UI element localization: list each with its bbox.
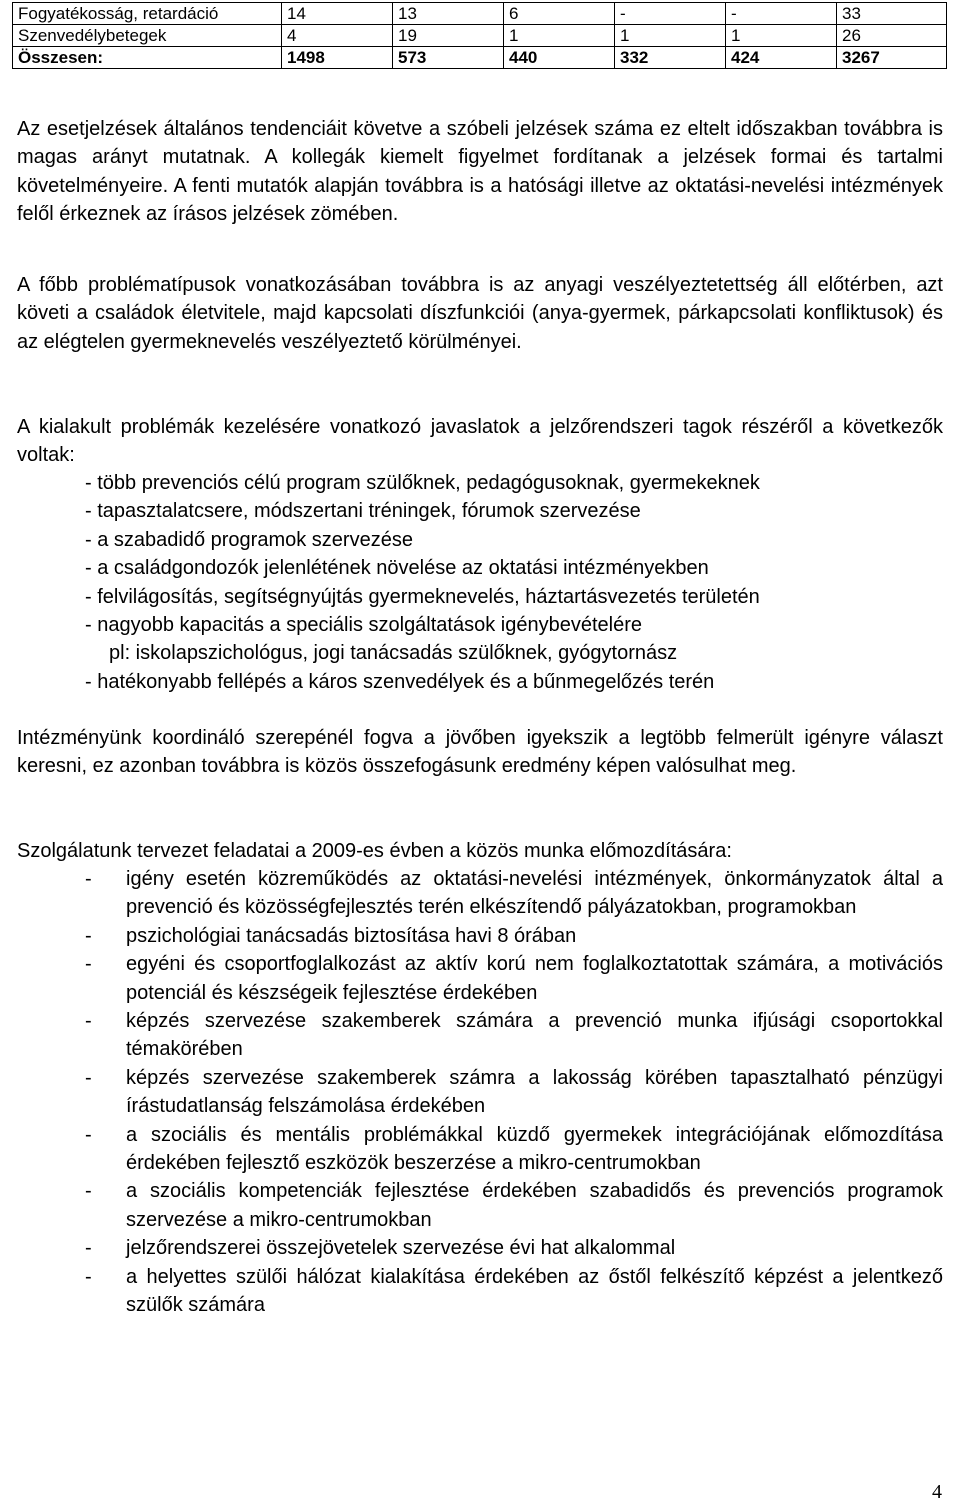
statistics-table xyxy=(12,2,947,69)
dash-marker: - xyxy=(85,1010,92,1033)
list-item: - több prevenciós célú program szülőknek, pedagógusoknak, gyermekeknek xyxy=(85,472,760,494)
table-cell: 26 xyxy=(837,25,947,47)
paragraph-signal-trends: Az esetjelzések általános tendenciáit követve a szóbeli jelzések száma ez eltelt időszakban továbbra is magas arányt mutatnak. A kollegák kiemelt figyelmet fordítanak a jelzések formai és tartalmi követelményeire. A fenti mutatók alapján továbbra is a hatósági illetve az oktatási-nevelési intézmények felől érkeznek az írásos jelzések zömében. xyxy=(17,118,943,226)
paragraph-proposals-intro: A kialakult problémák kezelésére vonatkozó javaslatok a jelzőrendszeri tagok részéről a következők voltak: xyxy=(17,416,943,467)
list-item-text: a szociális és mentális problémákkal küzdő gyermekek integrációjának előmozdítása érdekében fejlesztő eszközök beszerzése a mikro-centrumokban xyxy=(126,1123,943,1175)
table-cell: 440 xyxy=(504,47,615,69)
plan-list xyxy=(85,865,943,1320)
table-cell: - xyxy=(726,3,837,25)
dash-marker: - xyxy=(85,1066,92,1089)
table-cell: - xyxy=(615,3,726,25)
row-label: Fogyatékosság, retardáció xyxy=(13,3,282,25)
table-cell: 1498 xyxy=(282,47,393,69)
table-cell: 424 xyxy=(726,47,837,69)
list-item xyxy=(85,1121,943,1178)
table-cell: 19 xyxy=(393,25,504,47)
dash-marker: - xyxy=(85,868,92,890)
dash-marker: - xyxy=(85,953,92,976)
paragraph-problem-types: A főbb problématípusok vonatkozásában továbbra is az anyagi veszélyeztetettség áll előtérben, azt követi a családok életvitele, majd kapcsolati díszfunkciói (anya-gyermek, párkapcsolati konfliktusok) és az elégtelen gyermeknevelés veszélyeztető körülményei. xyxy=(17,274,943,353)
list-item: - nagyobb kapacitás a speciális szolgáltatások igénybevételére xyxy=(85,614,643,637)
table-row xyxy=(13,3,947,25)
list-item xyxy=(85,1177,943,1234)
list-item xyxy=(85,950,943,1007)
row-label: Szenvedélybetegek xyxy=(13,25,282,47)
list-item: - a szabadidő programok szervezése xyxy=(85,528,413,551)
proposals-list xyxy=(85,469,945,696)
table-total-row xyxy=(13,47,947,69)
list-item xyxy=(85,1064,943,1121)
list-item-text: a szociális kompetenciák fejlesztése érdekében szabadidős és prevenciós programok szervezése a mikro-centrumokban xyxy=(126,1180,943,1231)
list-item-text: pszichológiai tanácsadás biztosítása havi 8 órában xyxy=(126,924,577,947)
list-item-text: jelzőrendszerei összejövetelek szervezése évi hat alkalommal xyxy=(126,1237,676,1260)
list-item xyxy=(85,1234,943,1262)
page-number: 4 xyxy=(932,1481,942,1503)
list-item-text: képzés szervezése szakemberek számára a prevenció munka ifjúsági csoportokkal témakörében xyxy=(126,1010,943,1061)
table-cell: 33 xyxy=(837,3,947,25)
dash-marker: - xyxy=(85,924,92,947)
list-item: pl: iskolapszichológus, jogi tanácsadás szülőknek, gyógytornász xyxy=(109,642,678,665)
table-cell: 4 xyxy=(282,25,393,47)
table-cell: 573 xyxy=(393,47,504,69)
list-item xyxy=(85,1007,943,1064)
table-cell: 332 xyxy=(615,47,726,69)
table-cell: 13 xyxy=(393,3,504,25)
dash-marker: - xyxy=(85,1123,92,1146)
list-item: - a családgondozók jelenlétének növelése az oktatási intézményekben xyxy=(85,557,709,580)
dash-marker: - xyxy=(85,1237,92,1260)
list-item-text: igény esetén közreműködés az oktatási-nevelési intézmények, önkormányzatok által a prevenció és közösségfejlesztés terén elkészítendő pályázatokban, programokban xyxy=(126,868,943,919)
table-row xyxy=(13,25,947,47)
list-item: - hatékonyabb fellépés a káros szenvedélyek és a bűnmegelőzés terén xyxy=(85,670,715,693)
paragraph-coordination: Intézményünk koordináló szerepénél fogva a jövőben igyekszik a legtöbb felmerült igényre választ keresni, ez azonban továbbra is közös összefogásunk eredmény képen valósulhat meg. xyxy=(17,727,943,778)
table-cell: 14 xyxy=(282,3,393,25)
list-item xyxy=(85,922,943,950)
dash-marker: - xyxy=(85,1180,92,1203)
table-cell: 6 xyxy=(504,3,615,25)
table-cell: 1 xyxy=(615,25,726,47)
list-item: - tapasztalatcsere, módszertani tréningek, fórumok szervezése xyxy=(85,500,641,523)
paragraph-plan-intro: Szolgálatunk tervezet feladatai a 2009-es évben a közös munka előmozdítására: xyxy=(17,840,732,862)
table-cell: 3267 xyxy=(837,47,947,69)
list-item xyxy=(85,1263,943,1320)
list-item xyxy=(85,865,943,922)
table-cell: 1 xyxy=(504,25,615,47)
list-item-text: egyéni és csoportfoglalkozást az aktív korú nem foglalkoztatottak számára, a motivációs potenciál és készségeik fejlesztése érdekében xyxy=(126,953,943,1004)
list-item-text: a helyettes szülői hálózat kialakítása érdekében az őstől felkészítő képzést a jelentkező szülők számára xyxy=(126,1265,943,1317)
table-cell: 1 xyxy=(726,25,837,47)
dash-marker: - xyxy=(85,1265,92,1288)
list-item: - felvilágosítás, segítségnyújtás gyermeknevelés, háztartásvezetés területén xyxy=(85,585,760,608)
list-item-text: képzés szervezése szakemberek számra a lakosság körében tapasztalható pénzügyi írástudatlanság felszámolása érdekében xyxy=(126,1066,943,1118)
row-label: Összesen: xyxy=(13,47,282,69)
